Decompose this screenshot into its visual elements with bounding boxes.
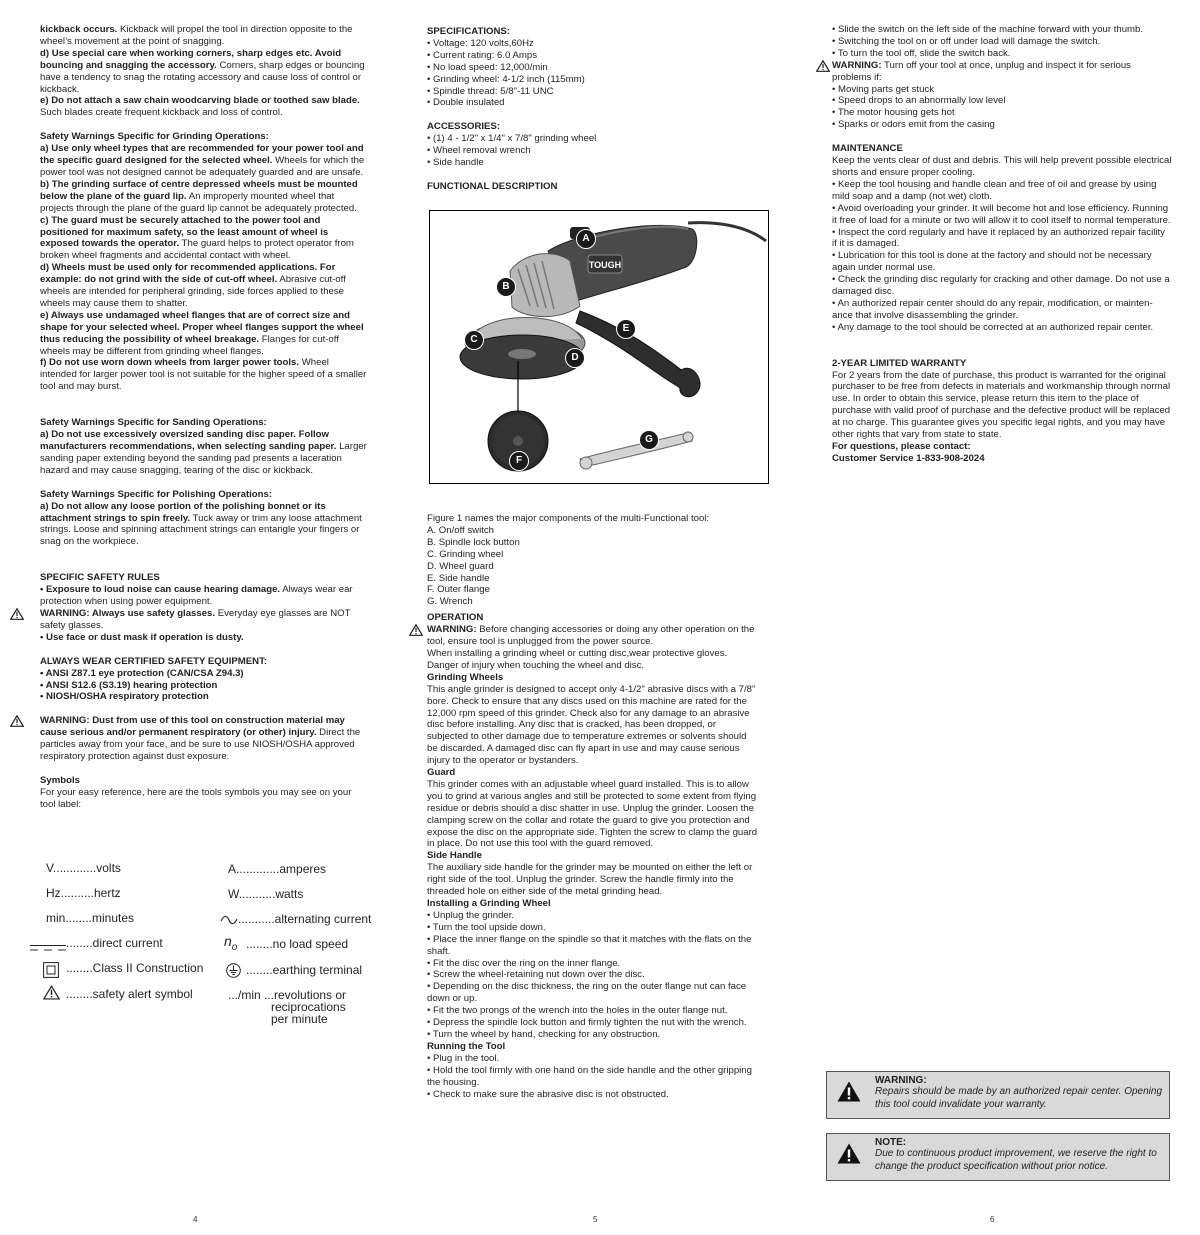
callout-c: C [464, 330, 484, 350]
maintenance-intro: Keep the vents clear of dust and debris. This will help prevent possible electrical shorts and ensure proper cooling. [832, 155, 1172, 178]
specific-r2: WARNING: Always use safety glasses. Everyday eye glasses are NOT safety glasses. [40, 608, 368, 632]
symbol-revolutions-line3: per minute [271, 1012, 328, 1026]
warning-box-text: Repairs should be made by an authorized repair center. Opening this tool could invalidate your warranty. [875, 1086, 1163, 1110]
callout-d: D [565, 348, 585, 368]
symbol-volts: V.............volts [46, 861, 121, 875]
accessory-item: • (1) 4 - 1/2" x 1/4" x 7/8" grinding wheel [427, 133, 597, 145]
component-item: F. Outer flange [427, 584, 490, 596]
maintenance-item: • Any damage to the tool should be corrected at an authorized repair center. [832, 321, 1154, 333]
note-box-text: Due to continuous product improvement, we reserve the right to change the product specification without prior notice. [875, 1148, 1157, 1172]
symbol-earthing-terminal: ........earthing terminal [246, 963, 363, 977]
callout-f: F [509, 451, 529, 471]
warning-triangle-icon [837, 1143, 861, 1169]
symbol-safety-alert: ........safety alert symbol [66, 987, 193, 1001]
symbols-intro: For your easy reference, here are the tools symbols you may see on your tool label: [40, 786, 352, 810]
guard-heading: Guard [427, 767, 456, 779]
guard-text: This grinder comes with an adjustable wheel guard installed. This is to allow you to grind at various angles and still be protected to some extent from flying residue or debris should a disc shatter in use. Unplug the grinder. Loosen the clamping screw on the collar and rotate the guard to give you protection and expose the disc on the appropriate side. Tighten the screw to clamp the guard in place. Do not use this tool with the guard removed. [427, 778, 758, 850]
maintenance-item: • Avoid overloading your grinder. It will become hot and lose efficiency. Running it free of load for a minute or two will allow it to cool itself to normal temperature. [832, 202, 1171, 226]
grinding-d: d) Wheels must be used only for recommended applications. For example: do not grind with the side of cut-off wheel. Abrasive cut-off wheels are intended for peripheral grinding, side forces applied to these wheels may cause them to shatter. [40, 262, 346, 309]
installing-item: • Unplug the grinder. [427, 909, 515, 921]
warning-triangle-icon [409, 624, 423, 636]
spec-item: • Current rating: 6.0 Amps [427, 49, 538, 61]
dust-warning: WARNING: Dust from use of this tool on construction material may cause serious and/or permanent respiratory (or other) injury. Direct the particles away from your face, and be sure to use NIOSH/OSHA approved respiratory protection against dust exposure. [40, 715, 368, 763]
specific-r1: • Exposure to loud noise can cause hearing damage. Always wear ear protection when using power equipment. [40, 584, 353, 608]
maintenance-item: • An authorized repair center should do any repair, modification, or mainten-ance that involve disassembling the grinder. [832, 297, 1153, 321]
customer-service: Customer Service 1-833-908-2024 [832, 452, 985, 464]
symbol-minutes: min........minutes [46, 911, 135, 925]
operation-warning: WARNING: Before changing accessories or doing any other operation on the tool, ensure tool is unplugged from the power source. [427, 624, 759, 648]
no-load-speed-icon: $n_o$ [224, 933, 238, 953]
page-number-5: 5 [593, 1215, 598, 1224]
page-4-column [40, 24, 368, 811]
problem-item: • Moving parts get stuck [832, 83, 935, 95]
callout-a: A [576, 229, 596, 249]
specific-heading: SPECIFIC SAFETY RULES [40, 572, 160, 584]
side-handle-text: The auxiliary side handle for the grinder may be mounted on either the left or right side of the tool. Unplug the grinder. Screw the handle firmly into the threaded hole on either side of the metal grinding head. [427, 862, 753, 898]
maintenance-heading: MAINTENANCE [832, 143, 903, 155]
operation-warning-l2: When installing a grinding wheel or cutting disc,wear protective gloves. [427, 647, 728, 659]
maintenance-item: • Check the grinding disc regularly for cracking and other damage. Do not use a damaged disc. [832, 274, 1170, 298]
warranty-contact: For questions, please contact: [832, 441, 971, 452]
warning-triangle-icon [10, 715, 24, 727]
grinding-b: b) The grinding surface of centre depressed wheels must be mounted below the plane of the guard lip. An improperly mounted wheel that projects through the plane of the guard lip cannot be adequately protected. [40, 178, 358, 214]
running-cont-item: • To turn the tool off, slide the switch back. [832, 47, 1011, 59]
polishing-heading: Safety Warnings Specific for Polishing Operations: [40, 488, 273, 500]
sanding-heading: Safety Warnings Specific for Sanding Operations: [40, 417, 267, 429]
grinding-heading: Safety Warnings Specific for Grinding Operations: [40, 131, 269, 143]
running-heading: Running the Tool [427, 1040, 506, 1052]
equipment-heading: ALWAYS WEAR CERTIFIED SAFETY EQUIPMENT: [40, 655, 268, 667]
component-item: D. Wheel guard [427, 560, 494, 572]
spec-item: • No load speed: 12,000/min [427, 61, 548, 73]
repair-warning-box [826, 1071, 1170, 1119]
installing-item: • Fit the two prongs of the wrench into the holes in the outer flange nut. [427, 1005, 728, 1017]
specs-heading: SPECIFICATIONS: [427, 26, 510, 37]
problem-item: • Sparks or odors emit from the casing [832, 119, 995, 131]
page-6-column [832, 24, 1172, 465]
ac-wave-icon [220, 914, 238, 928]
symbol-direct-current: ........direct current [66, 936, 163, 950]
callout-b: B [496, 277, 516, 297]
equipment-item: • ANSI S12.6 (S3.19) hearing protection [40, 679, 218, 691]
component-item: E. Side handle [427, 572, 490, 584]
spec-item: • Voltage: 120 volts,60Hz [427, 37, 534, 49]
spec-item: • Spindle thread: 5/8"-11 UNC [427, 85, 554, 97]
functional-heading: FUNCTIONAL DESCRIPTION [427, 180, 558, 192]
maintenance-item: • Inspect the cord regularly and have it replaced by an authorized repair facility if it is damaged. [832, 226, 1165, 250]
warning-triangle-icon [816, 60, 830, 72]
warning-triangle-icon [837, 1081, 861, 1107]
grinding-f: f) Do not use worn down wheels from larger power tools. Wheel intended for larger power tool is not suitable for the higher speed of a smaller tool and may burst. [40, 357, 367, 393]
note-box [826, 1133, 1170, 1181]
components-intro: Figure 1 names the major components of the multi-Functional tool: [427, 513, 710, 524]
maintenance-item: • Lubrication for this tool is done at the factory and should not be necessary again under normal use. [832, 250, 1152, 274]
component-item: B. Spindle lock button [427, 536, 520, 548]
accessory-item: • Side handle [427, 157, 484, 169]
symbols-heading: Symbols [40, 774, 80, 786]
tool-figure [429, 210, 769, 484]
warning-box-title: WARNING: [875, 1075, 927, 1086]
installing-item: • Fit the disc over the ring on the inner flange. [427, 957, 621, 969]
grinding-a: a) Use only wheel types that are recommended for your power tool and the specific guard designed for the selected wheel. Wheels for which the power tool was not designed cannot be adequately guarded and are unsafe. [40, 143, 365, 178]
installing-heading: Installing a Grinding Wheel [427, 898, 551, 909]
component-item: A. On/off switch [427, 524, 495, 536]
kickback-d: d) Use special care when working corners, sharp edges etc. Avoid bouncing and snagging the accessory. Corners, sharp edges or bouncing have a tendency to snag the rotating accessory and cause loss of control or kickback. [40, 47, 365, 95]
symbol-no-load-speed: ........no load speed [246, 937, 349, 951]
callout-e: E [616, 319, 636, 339]
inspect-warning: WARNING: Turn off your tool at once, unplug and inspect it for serious problems if: [832, 60, 1172, 84]
kickback-para: kickback occurs. Kickback will propel the tool in direction opposite to the wheel’s movement at the point of snagging. [40, 24, 353, 47]
running-item: • Check to make sure the abrasive disc is not obstructed. [427, 1088, 669, 1100]
warranty-text: For 2 years from the date of purchase, this product is warranted for the original purchaser to be free from defects in materials and workmanship through normal use. In order to obtain this service, please return this item to the place of purchase with valid proof of purchase and the defective product will be replaced at no charge. This guarantee gives you specific legal rights, and you may have other rights that vary from state to state. [832, 369, 1171, 441]
symbol-watts: W...........watts [228, 887, 304, 901]
running-cont-item: • Switching the tool on or off under load will damage the switch. [832, 35, 1101, 47]
symbol-hertz: Hz..........hertz [46, 886, 121, 900]
sanding-a: a) Do not use excessively oversized sanding disc paper. Follow manufacturers recommendations, when selecting sanding paper. Larger sanding paper extending beyond the sanding pad presents a laceration hazard and may cause snagging, tearing of the disc or kickback. [40, 429, 367, 476]
earth-terminal-icon [226, 963, 241, 981]
brand-label: TOUGH [588, 260, 622, 270]
component-item: C. Grinding wheel [427, 548, 504, 560]
note-box-title: NOTE: [875, 1137, 907, 1148]
grinding-wheels-text: This angle grinder is designed to accept only 4-1/2" abrasive discs with a 7/8" bore. Check to ensure that any discs used on this machine are rated for the 12,000 rpm speed of this grinder. Check also for any damage to an abrasive disc before installing. Any disc that is cracked, has been dropped, or subjected to other damage due to temperature extremes or solvents should be discarded. A damaged disc can fly apart in use and may cause serious injury to the operator or bystanders. [427, 683, 756, 767]
equipment-item: • ANSI Z87.1 eye protection (CAN/CSA Z94.3) [40, 667, 244, 679]
dc-icon [30, 941, 66, 955]
warranty-heading: 2-YEAR LIMITED WARRANTY [832, 357, 967, 369]
installing-item: • Depress the spindle lock button and firmly tighten the nut with the wrench. [427, 1017, 747, 1029]
installing-item: • Screw the wheel-retaining nut down over the disc. [427, 969, 645, 981]
callout-g: G [639, 430, 659, 450]
accessories-heading: ACCESSORIES: [427, 121, 501, 133]
installing-item: • Turn the wheel by hand, checking for any obstruction. [427, 1028, 661, 1040]
component-item: G. Wrench [427, 596, 473, 608]
grinding-e: e) Always use undamaged wheel flanges that are of correct size and shape for your selected wheel. Proper wheel flanges support the wheel thus reducing the possibility of wheel breakage. Flanges for cut-off wheels may be different from grinding wheel flanges. [40, 309, 364, 357]
equipment-item: • NIOSH/OSHA respiratory protection [40, 691, 209, 703]
grinding-wheels-heading: Grinding Wheels [427, 671, 504, 683]
symbol-revolutions: .../min ...revolutions or [228, 988, 347, 1002]
running-cont-item: • Slide the switch on the left side of the machine forward with your thumb. [832, 24, 1144, 35]
installing-item: • Place the inner flange on the spindle so that it matches with the flats on the shaft. [427, 933, 752, 957]
symbol-revolutions-line2: reciprocations [271, 1000, 346, 1014]
accessory-item: • Wheel removal wrench [427, 145, 531, 157]
symbol-amperes: A.............amperes [228, 862, 327, 876]
class-ii-icon [43, 962, 59, 981]
spec-item: • Grinding wheel: 4-1/2 inch (115mm) [427, 73, 585, 85]
problem-item: • Speed drops to an abnormally low level [832, 95, 1006, 107]
warning-triangle-icon [10, 608, 24, 620]
running-item: • Plug in the tool. [427, 1052, 500, 1064]
running-item: • Hold the tool firmly with one hand on the side handle and the other gripping the housing. [427, 1064, 752, 1088]
symbol-class-ii: ........Class II Construction [66, 961, 204, 975]
page-5-column-top [427, 26, 759, 193]
symbol-alternating-current: ...........alternating current [238, 912, 372, 926]
spec-item: • Double insulated [427, 97, 505, 109]
installing-item: • Turn the tool upside down. [427, 921, 546, 933]
operation-heading: OPERATION [427, 612, 484, 624]
warning-triangle-icon [43, 985, 60, 1003]
operation-warning-l3: Danger of injury when touching the wheel and disc. [427, 659, 645, 671]
page-5-column-bottom [427, 513, 759, 1100]
polishing-a: a) Do not allow any loose portion of the polishing bonnet or its attachment strings to spin freely. Tuck away or trim any loose attachment strings. Loose and spinning attachment strings can entangle your fingers or snag on the workpiece. [40, 500, 362, 548]
page-number-6: 6 [990, 1215, 995, 1224]
page-number-4: 4 [193, 1215, 198, 1224]
side-handle-heading: Side Handle [427, 850, 482, 862]
problem-item: • The motor housing gets hot [832, 107, 955, 119]
maintenance-item: • Keep the tool housing and handle clean and free of oil and grease by using mild soap and a damp (not wet) cloth. [832, 178, 1157, 202]
specific-r3: • Use face or dust mask if operation is dusty. [40, 631, 244, 643]
installing-item: • Depending on the disc thickness, the ring on the outer flange nut can face down or up. [427, 981, 747, 1005]
kickback-e: e) Do not attach a saw chain woodcarving blade or toothed saw blade. Such blades create frequent kickback and loss of control. [40, 95, 360, 119]
grinding-c: c) The guard must be securely attached to the power tool and positioned for maximum safety, so the least amount of wheel is exposed towards the operator. The guard helps to protect operator from broken wheel fragments and accidental contact with wheel. [40, 214, 354, 262]
